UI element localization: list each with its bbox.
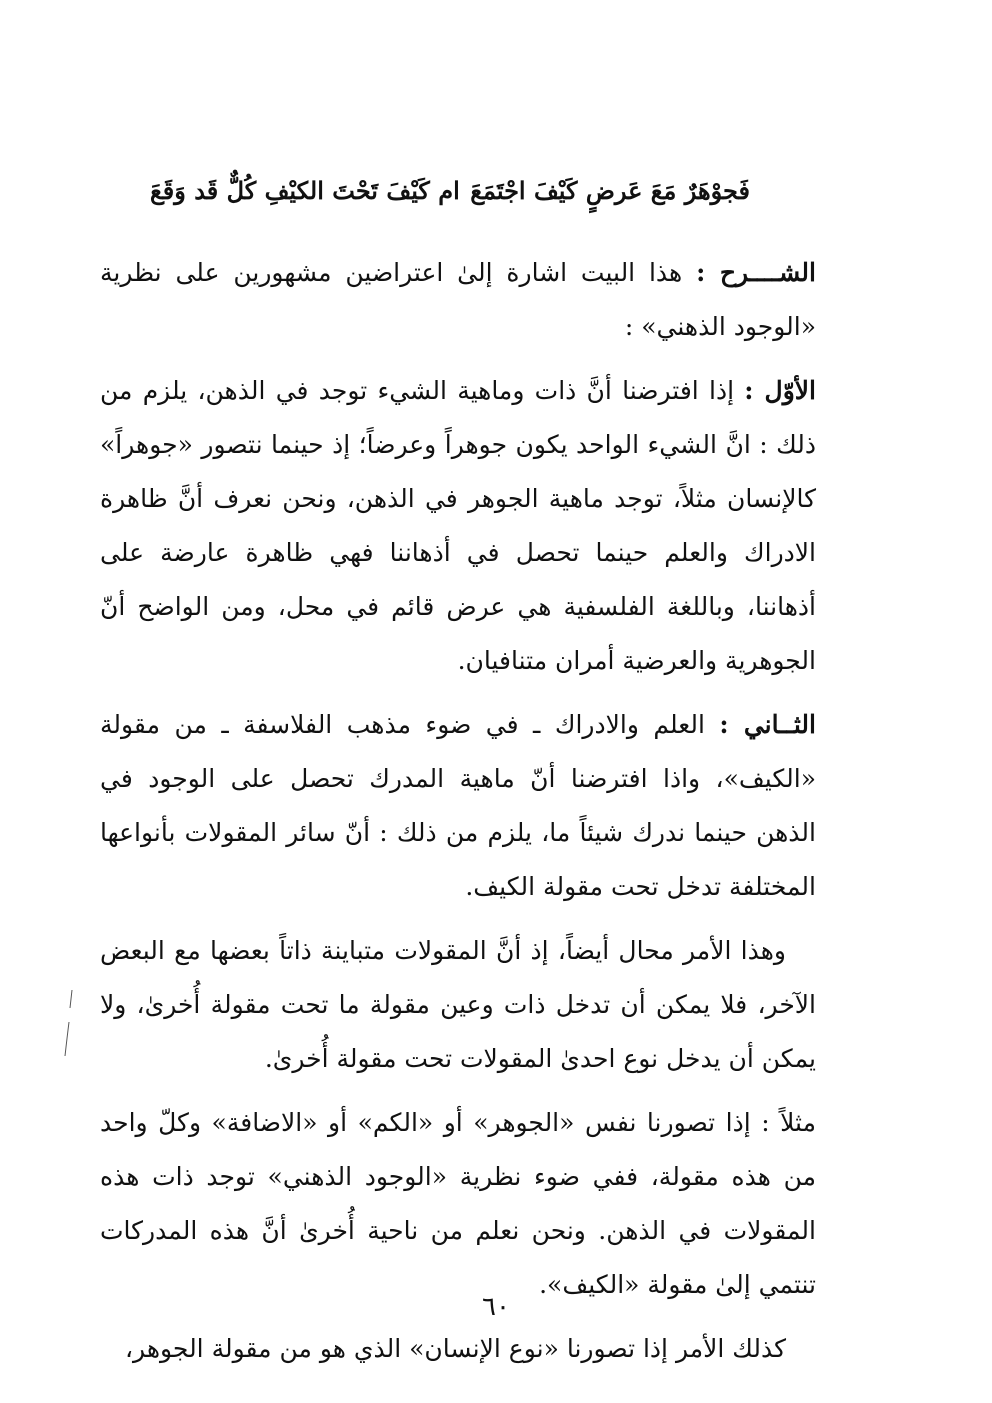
paragraph-text: هذا البيت اشارة إلىٰ اعتراضين مشهورين على نظرية «الوجود الذهني» : <box>100 258 816 341</box>
paragraph-text: العلم والادراك ـ في ضوء مذهب الفلاسفة ـ من مقولة «الكيف»، واذا افترضنا أنّ ماهية المدرك تحصل على الوجود في الذهن حينما ندرك شيئاً ما، يلزم من ذلك : أنّ سائر المقولات بأنواعها المختلفة تدخل تحت مقولة الكيف. <box>100 710 816 901</box>
paragraph-lead: الثــاني : <box>719 710 816 739</box>
paragraph-lead: الشــــرح : <box>696 258 816 287</box>
commentary-body <box>100 246 816 1386</box>
paragraph-text: كذلك الأمر إذا تصورنا «نوع الإنسان» الذي هو من مقولة الجوهر، <box>124 1334 786 1363</box>
paragraph-second-objection <box>100 698 816 914</box>
margin-pencil-mark <box>62 988 76 1058</box>
paragraph-lead: الأوّل : <box>744 376 816 405</box>
paragraph-text: مثلاً : إذا تصورنا نفس «الجوهر» أو «الكم» أو «الاضافة» وكلّ واحد من هذه مقولة، ففي ضوء نظرية «الوجود الذهني» توجد ذات هذه المقولات في الذهن. ونحن نعلم من ناحية أُخرىٰ أنَّ هذه المدركات تنتمي إلىٰ مقولة «الكيف». <box>100 1108 816 1299</box>
paragraph-text: إذا افترضنا أنَّ ذات وماهية الشيء توجد في الذهن، يلزم من ذلك : انَّ الشيء الواحد يكون جوهراً وعرضاً؛ إذ حينما نتصور «جوهراً» كالإنسان مثلاً، توجد ماهية الجوهر في الذهن، ونحن نعرف أنَّ ظاهرة الادراك والعلم حينما تحصل في أذهاننا فهي ظاهرة عارضة على أذهاننا، وباللغة الفلسفية هي عرض قائم في محل، ومن الواضح أنّ الجوهرية والعرضية أمران متنافيان. <box>100 376 816 675</box>
verse-hemistich-second: ام كَيْفَ تَحْتَ الكيْفِ كُلٌّ قَد وَقَعَ <box>150 176 460 205</box>
paragraph-impossibility <box>100 924 816 1086</box>
poem-verse <box>150 176 750 205</box>
paragraph-example <box>100 1096 816 1312</box>
verse-hemistich-first: فَجوْهَرٌ مَعَ عَرضٍ كَيْفَ اجْتَمَعَ <box>470 176 750 205</box>
paragraph-continuation <box>100 1322 816 1376</box>
page-number: ٦٠ <box>482 1292 510 1322</box>
paragraph-first-objection <box>100 364 816 688</box>
paragraph-text: وهذا الأمر محال أيضاً، إذ أنَّ المقولات متباينة ذاتاً بعضها مع البعض الآخر، فلا يمكن أن تدخل ذات وعين مقولة ما تحت مقولة أُخرىٰ، ولا يمكن أن يدخل نوع احدىٰ المقولات تحت مقولة أُخرىٰ. <box>100 936 816 1073</box>
paragraph-commentary-intro <box>100 246 816 354</box>
